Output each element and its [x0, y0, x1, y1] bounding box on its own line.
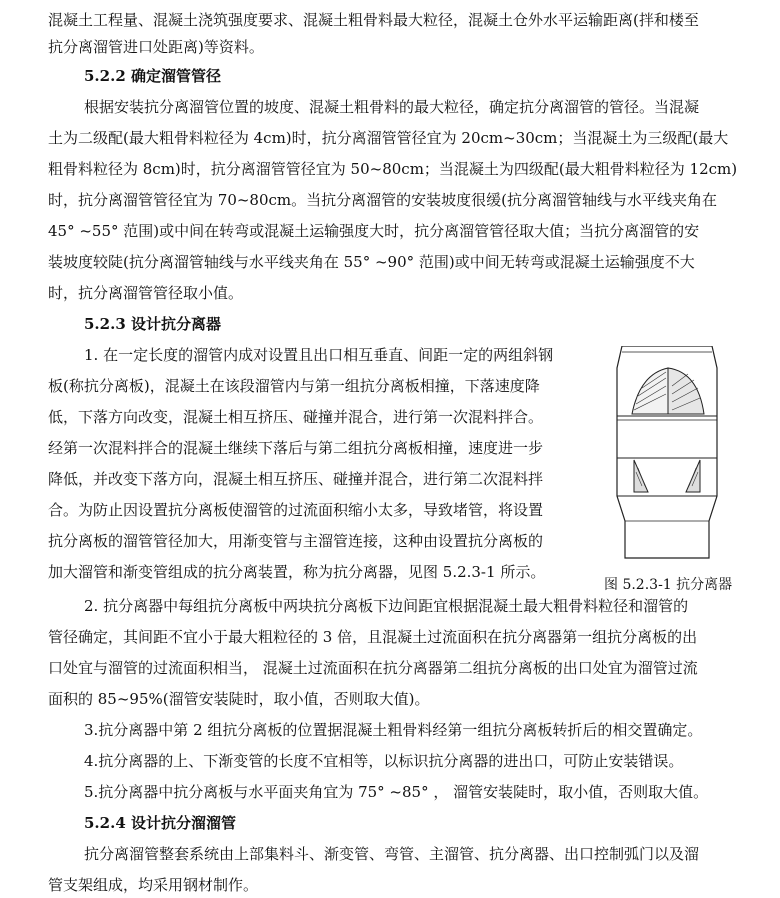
- section-heading: 5.2.2 确定溜管管径: [84, 67, 221, 85]
- text-line: 抗分离板的溜管管径加大，用渐变管与主溜管连接，这种由设置抗分离板的: [48, 532, 544, 550]
- text-line: 时，抗分离溜管管径宜为 70~80cm。当抗分离溜管的安装坡度很缓(抗分离溜管轴线与水平线夹角在: [48, 191, 717, 209]
- figure-caption: 图 5.2.3-1 抗分离器: [604, 577, 733, 593]
- text-line: 装坡度较陡(抗分离溜管轴线与水平线夹角在 55° ~90° 范围)或中间无转弯或混凝土运输强度不大: [48, 253, 695, 271]
- text-line: 根据安装抗分离溜管位置的坡度、混凝土粗骨料的最大粒径，确定抗分离溜管的管径。当混凝: [84, 98, 700, 116]
- anti-segregation-device-drawing: [612, 346, 722, 566]
- anti-segregation-device-figure: [612, 346, 722, 566]
- text-line: 经第一次混料拌合的混凝土继续下落后与第二组抗分离板相撞，速度进一步: [48, 439, 544, 457]
- text-line: 4.抗分离器的上、下渐变管的长度不宜相等，以标识抗分离器的进出口，可防止安装错误。: [84, 752, 684, 770]
- text-line: 抗分离溜管整套系统由上部集料斗、渐变管、弯管、主溜管、抗分离器、出口控制弧门以及溜: [84, 845, 700, 863]
- text-line: 降低，并改变下落方向，混凝土相互挤压、碰撞并混合，进行第二次混料拌: [48, 470, 544, 488]
- text-line: 土为二级配(最大粗骨料粒径为 4cm)时，抗分离溜管管径宜为 20cm~30cm；当混凝土为三级配(最大: [48, 129, 729, 147]
- text-line: 45° ~55° 范围)或中间在转弯或混凝土运输强度大时，抗分离溜管管径取大值；当抗分离溜管的安: [48, 222, 700, 240]
- text-line: 低，下落方向改变，混凝土相互挤压、碰撞并混合，进行第一次混料拌合。: [48, 408, 544, 426]
- text-line: 口处宜与溜管的过流面积相当， 混凝土过流面积在抗分离器第二组抗分离板的出口处宜为溜管过流: [48, 659, 698, 677]
- text-line: 管支架组成，均采用钢材制作。: [48, 876, 259, 894]
- text-line: 合。为防止因设置抗分离板使溜管的过流面积缩小太多，导致堵管，将设置: [48, 501, 544, 519]
- text-line: 3.抗分离器中第 2 组抗分离板的位置据混凝土粗骨料经第一组抗分离板转折后的相交置确定。: [84, 721, 703, 739]
- section-heading: 5.2.3 设计抗分离器: [84, 315, 221, 333]
- section-heading: 5.2.4 设计抗分溜溜管: [84, 814, 236, 832]
- text-line: 面积的 85~95%(溜管安装陡时，取小值，否则取大值)。: [48, 690, 430, 708]
- text-line: 混凝土工程量、混凝土浇筑强度要求、混凝土粗骨料最大粒径，混凝土仓外水平运输距离(拌和楼至: [48, 11, 699, 29]
- text-line: 管径确定，其间距不宜小于最大粗粒径的 3 倍，且混凝土过流面积在抗分离器第一组抗分离板的出: [48, 628, 698, 646]
- text-line: 抗分离溜管进口处距离)等资料。: [48, 38, 264, 56]
- text-line: 5.抗分离器中抗分离板与水平面夹角宜为 75° ~85° ， 溜管安装陡时，取小值，否则取大值。: [84, 783, 709, 801]
- text-line: 2. 抗分离器中每组抗分离板中两块抗分离板下边间距宜根据混凝土最大粗骨料粒径和溜管的: [84, 597, 689, 615]
- text-line: 粗骨料粒径为 8cm)时，抗分离溜管管径宜为 50~80cm；当混凝土为四级配(最大粗骨料粒径为 12cm): [48, 160, 738, 178]
- plate-1a: [632, 368, 668, 414]
- text-line: 板(称抗分离板)，混凝土在该段溜管内与第一组抗分离板相撞，下落速度降: [48, 377, 540, 395]
- text-line: 时，抗分离溜管管径取小值。: [48, 284, 244, 302]
- text-line: 加大溜管和渐变管组成的抗分离装置，称为抗分离器，见图 5.2.3-1 所示。: [48, 563, 546, 581]
- plate-1b: [668, 368, 704, 414]
- text-line: 1. 在一定长度的溜管内成对设置且出口相互垂直、间距一定的两组斜钢: [84, 346, 554, 364]
